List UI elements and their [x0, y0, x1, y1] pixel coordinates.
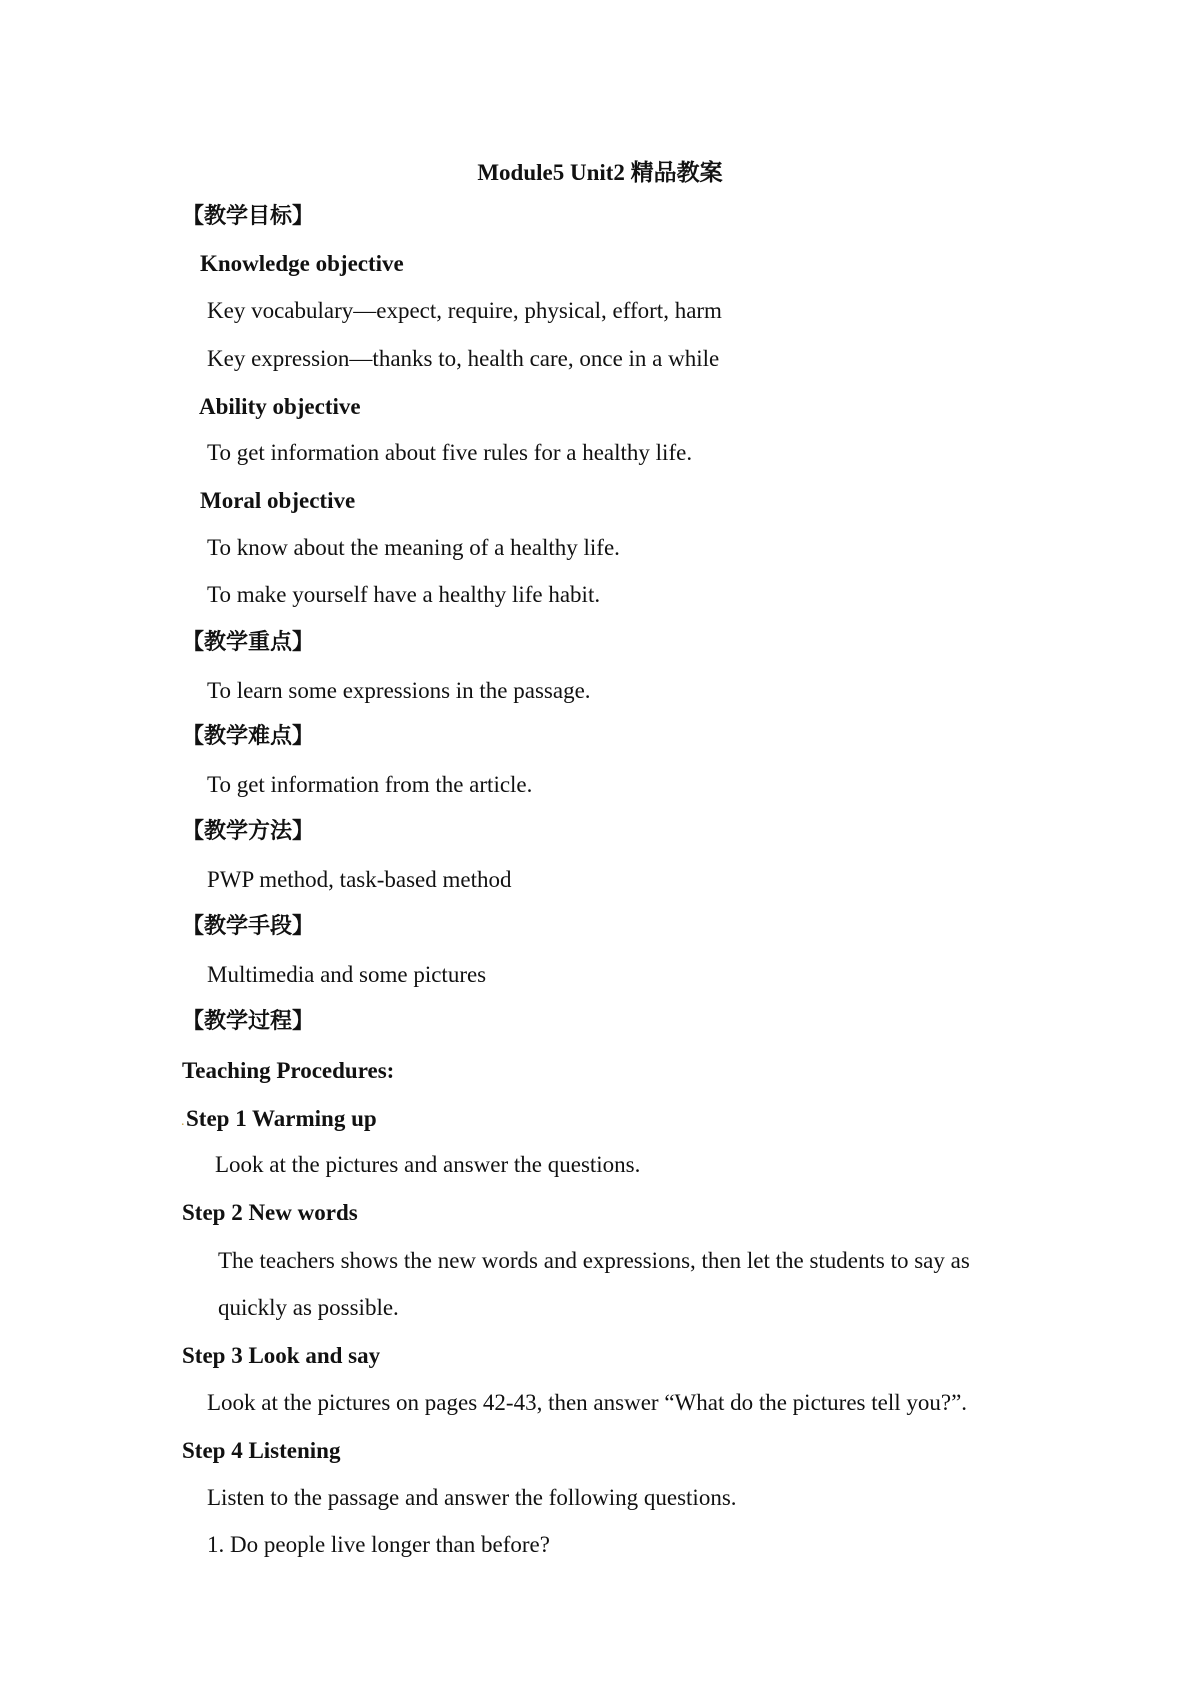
process-heading: 【教学过程】 — [182, 1009, 315, 1034]
page-title: Module5 Unit2 精品教案 — [477, 160, 723, 185]
moral-objective-heading: Moral objective — [200, 488, 356, 513]
key-points-heading: 【教学重点】 — [182, 630, 315, 655]
objectives-heading: 【教学目标】 — [182, 204, 315, 229]
annotation-dot: . — [181, 1114, 185, 1129]
moral-objective-text-2: To make yourself have a healthy life habit. — [207, 582, 601, 607]
moral-objective-text-1: To know about the meaning of a healthy life. — [207, 535, 620, 560]
step1-heading: Step 1 Warming up — [186, 1106, 377, 1131]
step1-text: Look at the pictures and answer the questions. — [215, 1152, 641, 1177]
question-1: 1. Do people live longer than before? — [207, 1532, 550, 1557]
means-heading: 【教学手段】 — [182, 914, 315, 939]
step2-text-2: quickly as possible. — [218, 1295, 399, 1320]
step4-heading: Step 4 Listening — [182, 1438, 341, 1463]
difficulties-heading: 【教学难点】 — [182, 724, 315, 749]
key-points-text: To learn some expressions in the passage. — [207, 678, 591, 703]
step2-heading: Step 2 New words — [182, 1200, 358, 1225]
means-text: Multimedia and some pictures — [207, 962, 487, 987]
step2-text-1: The teachers shows the new words and expressions, then let the students to say as — [218, 1248, 970, 1273]
step3-text: Look at the pictures on pages 42-43, then answer “What do the pictures tell you?”. — [207, 1390, 968, 1415]
step4-text: Listen to the passage and answer the following questions. — [207, 1485, 737, 1510]
step3-heading: Step 3 Look and say — [182, 1343, 381, 1368]
ability-objective-heading: Ability objective — [199, 394, 361, 419]
teaching-procedures-heading: Teaching Procedures: — [182, 1058, 395, 1083]
key-vocabulary-text: Key vocabulary—expect, require, physical, effort, harm — [207, 298, 722, 323]
methods-text: PWP method, task-based method — [207, 867, 512, 892]
difficulties-text: To get information from the article. — [207, 772, 533, 797]
knowledge-objective-heading: Knowledge objective — [200, 251, 404, 276]
key-expression-text: Key expression—thanks to, health care, once in a while — [207, 346, 720, 371]
ability-objective-text: To get information about five rules for a healthy life. — [207, 440, 693, 465]
methods-heading: 【教学方法】 — [182, 819, 315, 844]
